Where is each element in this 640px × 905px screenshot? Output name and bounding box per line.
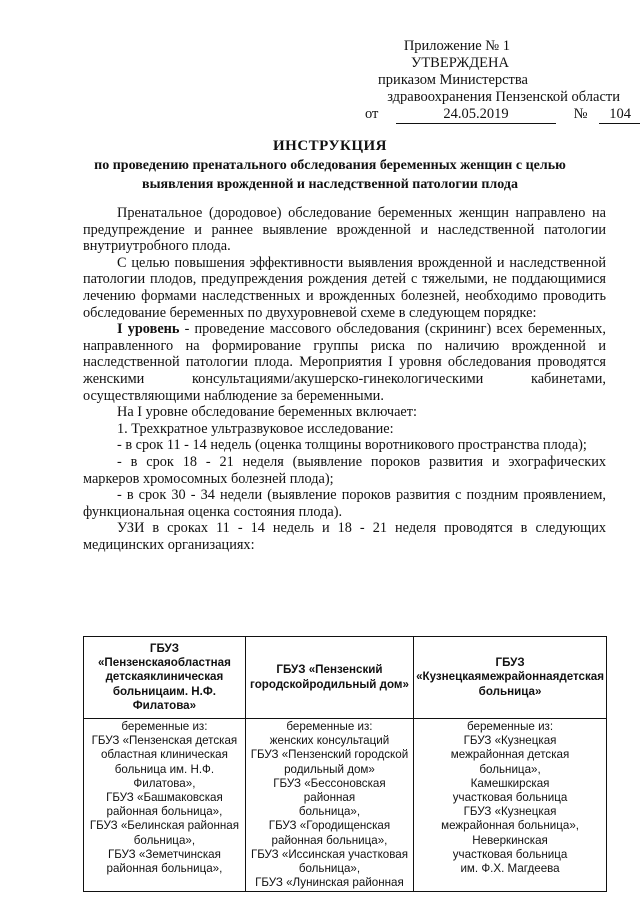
cell-line: межрайонная больница», — [441, 819, 579, 833]
cell-line: им. Ф.Х. Магдеева — [460, 862, 560, 876]
cell-line: участковая больница — [452, 847, 568, 861]
paragraph-ultrasound: 1. Трехкратное ультразвуковое исследование: — [117, 420, 394, 437]
level-one-text: - проведение массового обследования (скрининг) всех беременных, направленного на формирование группы риска по наличию врожденной и наследственной патологии плода. Мероприятия I уровня обследования проводятся женскими консультациями/акушерско-гинекологическими кабинетами, осуществляющими наблюдение за беременными. — [83, 321, 606, 404]
from-label: от — [365, 106, 379, 122]
approved-label: УТВЕРЖДЕНА — [411, 55, 509, 71]
column-header-line: родильный дом» — [309, 677, 409, 691]
order-number: 104 — [599, 106, 640, 124]
paragraph-includes: На I уровне обследование беременных включает: — [117, 404, 417, 421]
title-subtitle-2: выявления врожденной и наследственной патологии плода — [142, 177, 518, 192]
cell-line: ГБУЗ «Башмаковская — [106, 791, 223, 805]
cell-line: районная больница», — [106, 805, 223, 819]
table-header-row — [84, 637, 607, 719]
cell-line: женских консультаций — [269, 734, 390, 748]
cell-line: Камешкирская — [470, 776, 550, 790]
cell-line: ГБУЗ «Кузнецкая — [463, 734, 557, 748]
paragraph-term-3: - в срок 30 - 34 недели (выявление пороков развития с поздним проявлением, функциональная оценка состояния плода). — [83, 487, 606, 520]
cell-line: больница», — [479, 762, 541, 776]
cell-line: Неверкинская — [472, 833, 548, 847]
cell-line: областная клиническая — [100, 748, 228, 762]
order-date: 24.05.2019 — [396, 106, 556, 124]
cell-line: родильный дом» — [284, 762, 375, 776]
appendix-label: Приложение № 1 — [403, 38, 510, 54]
number-label: № — [573, 106, 588, 122]
cell-line: беременные из: — [121, 720, 208, 734]
cell-line: беременные из: — [286, 720, 373, 734]
order-line-1: приказом Министерства — [378, 72, 528, 88]
document-title — [60, 138, 600, 193]
cell-line: ГБУЗ «Белинская районная — [89, 819, 239, 833]
column-header — [414, 637, 607, 719]
paragraph-term-1: - в срок 11 - 14 недель (оценка толщины воротникового пространства плода); — [117, 437, 587, 454]
column-header-line: детская больница» — [478, 670, 604, 698]
column-header-line: им. Н.Ф. Филатова» — [132, 684, 216, 712]
cell-line: участковая больница — [452, 791, 568, 805]
organizations-table — [83, 636, 607, 892]
cell-line: районная больница», — [271, 833, 388, 847]
column-header-line: межрайонная — [481, 670, 560, 684]
order-date-line — [365, 106, 640, 124]
column-header-line: клиническая больница — [112, 670, 224, 698]
table-cell — [245, 719, 413, 892]
cell-line: ГБУЗ «Кузнецкая — [463, 805, 557, 819]
cell-line: межрайонная детская — [450, 748, 570, 762]
cell-line: ГБУЗ «Городищенская — [268, 819, 391, 833]
cell-line: ГБУЗ «Иссинская участковая — [250, 847, 409, 861]
cell-line: больница», — [133, 833, 196, 847]
cell-line: ГБУЗ «Бессоновская районная — [273, 776, 386, 805]
column-header-line: ГБУЗ «Кузнецкая — [416, 656, 525, 684]
cell-line: ГБУЗ «Лунинская районная — [255, 876, 404, 890]
title-subtitle-1: по проведению пренатального обследования беременных женщин с целью — [94, 158, 566, 173]
approval-header — [330, 38, 620, 106]
cell-line: больница им. Н.Ф. Филатова», — [114, 762, 215, 790]
cell-line: беременные из: — [467, 720, 554, 734]
document-body — [83, 205, 606, 553]
column-header-line: ГБУЗ «Пензенский городской — [250, 663, 383, 691]
cell-line: ГБУЗ «Пензенская детская — [91, 734, 238, 748]
cell-line: районная больница», — [106, 862, 223, 876]
column-header — [245, 637, 413, 719]
column-header-line: областная детская — [105, 656, 231, 684]
table-cell — [414, 719, 607, 892]
column-header — [84, 637, 246, 719]
cell-line: больница», — [298, 805, 361, 819]
cell-line: больница», — [298, 862, 361, 876]
table-row — [84, 719, 607, 892]
cell-line: ГБУЗ «Пензенский городской — [250, 748, 409, 762]
paragraph-level-one — [83, 321, 606, 404]
paragraph-purpose: С целью повышения эффективности выявления врожденной и наследственной патологии плодов, предупреждения рождения детей с тяжелыми, не поддающимися лечению формами наследственных и врожденных болезней, необходимо проводить обследование беременных по двухуровневой схеме в следующем порядке: — [83, 254, 606, 321]
order-line-2: здравоохранения Пензенской области — [387, 89, 620, 105]
paragraph-term-2: - в срок 18 - 21 неделя (выявление пороков развития и эхографических маркеров хромосомных болезней плода); — [83, 453, 606, 487]
column-header-line: ГБУЗ «Пензенская — [97, 642, 179, 670]
paragraph-organizations: УЗИ в сроках 11 - 14 недель и 18 - 21 неделя проводятся в следующих медицинских организациях: — [83, 520, 606, 553]
level-one-label: I уровень — [117, 321, 180, 338]
table-cell — [84, 719, 246, 892]
cell-line: ГБУЗ «Земетчинская — [107, 847, 221, 861]
title-main: ИНСТРУКЦИЯ — [272, 138, 387, 154]
paragraph-intro: Пренатальное (дородовое) обследование беременных женщин направлено на предупреждение и раннее выявление врожденной и наследственной патологии внутриутробного плода. — [83, 205, 606, 255]
